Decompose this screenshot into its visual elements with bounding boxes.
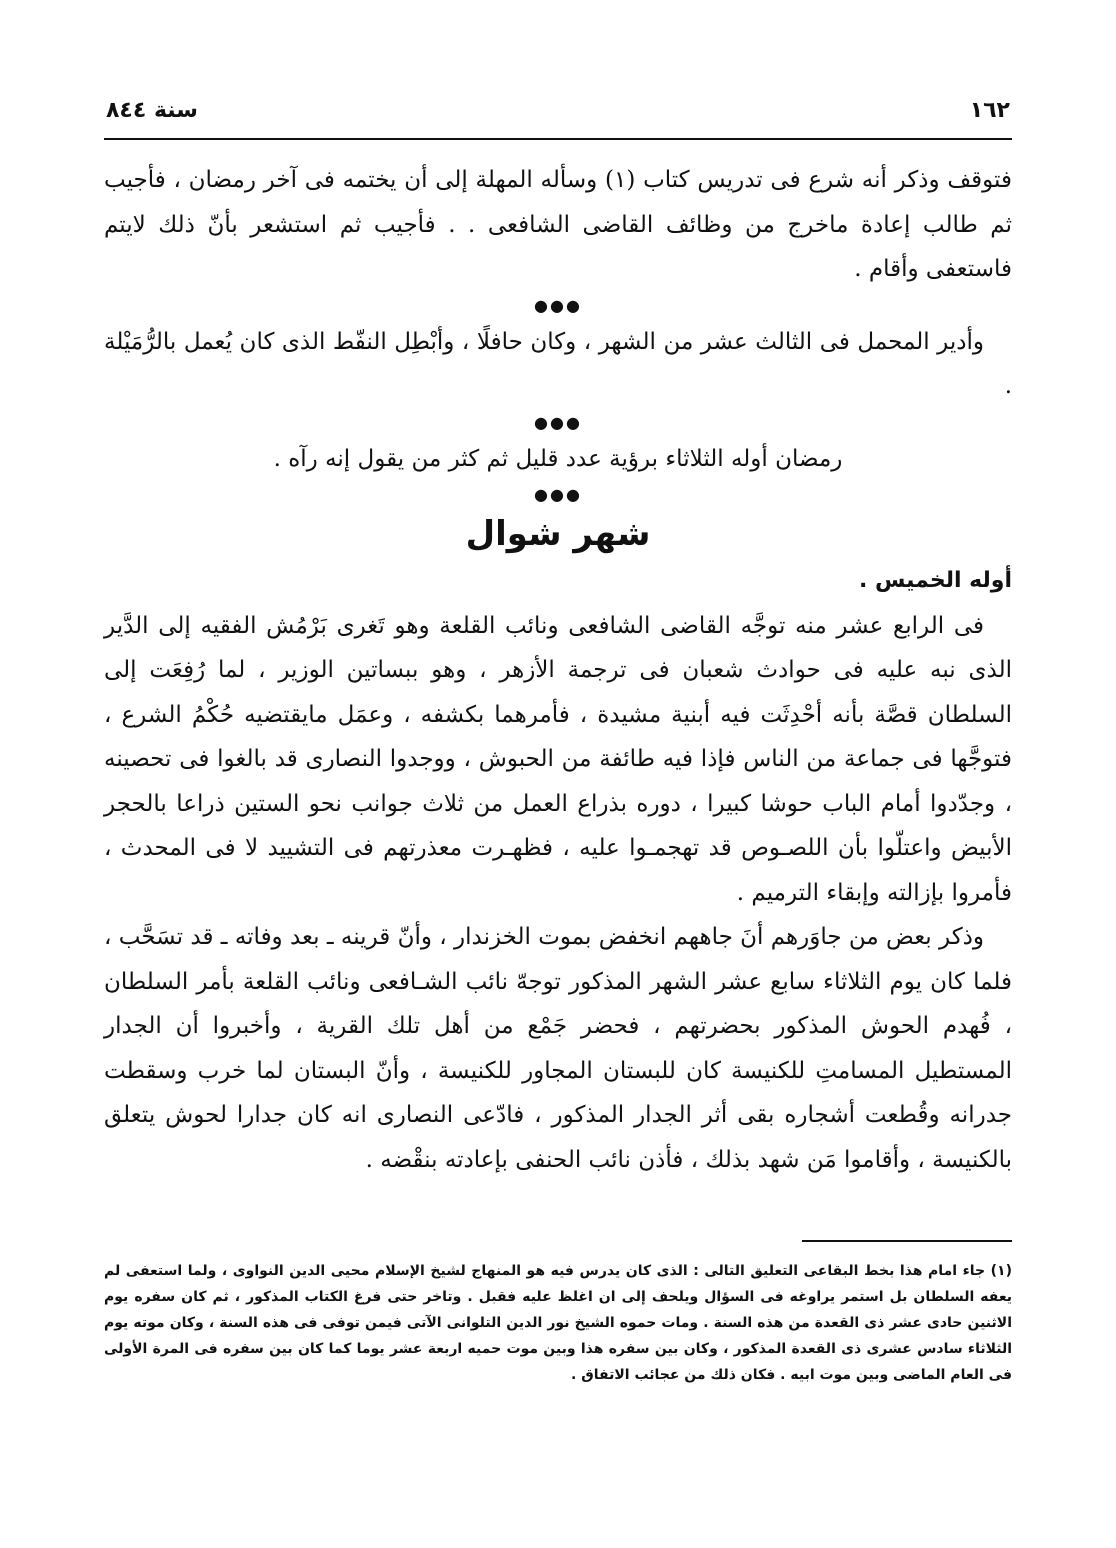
- footnote: [104, 1258, 1012, 1388]
- section-heading: شهر شوال: [465, 514, 651, 554]
- header-rule: [104, 138, 1012, 140]
- paragraph: فتوقف وذكر أنه شرع فى تدريس كتاب (١) وسأله المهلة إلى أن يختمه فى آخر رمضان ، فأجيب ثم طالب إعادة ماخرج من وظائف القاضى الشافعى . . فأجيب ثم استشعر بأنّ ذلك لايتم فاستعفى وأقام .: [104, 167, 1012, 282]
- section-separator: ●●●: [534, 485, 582, 504]
- footnote-text: (١) جاء امام هذا بخط البقاعى التعليق التالى : الذى كان يدرس فيه هو المنهاج لشيخ الإسلام محيى الدين النواوى ، ولما استعفى لم يعفه السلطان بل استمر يراوغه فى السؤال ويلحف إلى ان اغلظ عليه فقبل . وتاخر حتى فرغ الكتاب المذكور ، ثم كان سفره يوم الاثنين حادى عشر ذى القعدة من هذه السنة . ومات حموه الشيخ نور الدين التلوانى الآتى فيمن توفى فى هذه السنة ، وكان موته يوم الثلاثاء سادس عشرى ذى القعدة المذكور ، وكان بين سفره هذا وبين موت حميه اربعة عشر يوما كما كان بين سفره فى المرة الأولى فى العام الماضى وبين موت ابيه . فكان ذلك من عجائب الاتفاق .: [104, 1263, 1012, 1383]
- main-text: [104, 158, 1012, 1182]
- paragraph: فى الرابع عشر منه توجَّه القاضى الشافعى ونائب القلعة وهو تَغرى بَرْمُش الفقيه إلى الدَّير الذى نبه عليه فى حوادث شعبان فى ترجمة الأزهر ، وهو ببساتين الوزير ، لما رُفِعَت إلى السلطان قصَّة بأنه أحْدِثَت فيه أبنية مشيدة ، فأمرهما بكشفه ، وعمَل مايقتضيه حُكْمُ الشرع ، فتوجَّها فى جماعة من الناس فإذا فيه طائفة من الحبوش ، ووجدوا النصارى قد بالغوا فى تحصينه ، وجدّدوا أمام الباب حوشا كبيرا ، دوره بذراع العمل من ثلاث جوانب نحو الستين ذراعا بالحجر الأبيض واعتلّوا بأن اللصـوص قد تهجمـوا عليه ، فظهـرت معذرتهم فى التشييد لا فى المحدث ، فأمروا بإزالته وإبقاء الترميم .: [104, 612, 1012, 906]
- section-first-line: أوله الخميس .: [859, 568, 1012, 593]
- page-header: [104, 98, 1012, 134]
- running-head-year: سنة ٨٤٤: [106, 98, 198, 123]
- paragraph: وذكر بعض من جاوَرهم أنَ جاههم انخفض بموت الخزندار ، وأنّ قرينه ـ بعد وفاته ـ قد تسَحَّب ، فلما كان يوم الثلاثاء سابع عشر الشهر المذكور توجهّ نائب الشـافعى ونائب القلعة بأمر السلطان ، فُهدم الحوش المذكور بحضرتهم ، فحضر جَمْع من أهل تلك القرية ، وأخبروا أن الجدار المستطيل المسامتِ للكنيسة كان للبستان المجاور للكنيسة ، وأنّ البستان لما خرب وسقطت جدرانه وقُطعت أشجاره بقى أثر الجدار المذكور ، فادّعى النصارى انه كان جدارا لحوش يتعلق بالكنيسة ، وأقاموا مَن شهد بذلك ، فأذن نائب الحنفى بإعادته بنقْضه .: [104, 924, 1012, 1173]
- section-separator: ●●●: [534, 412, 582, 432]
- footnote-rule: [802, 1240, 1012, 1242]
- paragraph: وأدير المحمل فى الثالث عشر من الشهر ، وكان حافلًا ، وأبْطِل النفّط الذى كان يُعمل بالرُّمَيْلة .: [104, 328, 1012, 399]
- section-separator: ●●●: [534, 295, 582, 315]
- paragraph: رمضان أوله الثلاثاء برؤية عدد قليل ثم كثر من يقول إنه رآه .: [273, 445, 843, 472]
- page-number: ١٦٢: [969, 98, 1010, 123]
